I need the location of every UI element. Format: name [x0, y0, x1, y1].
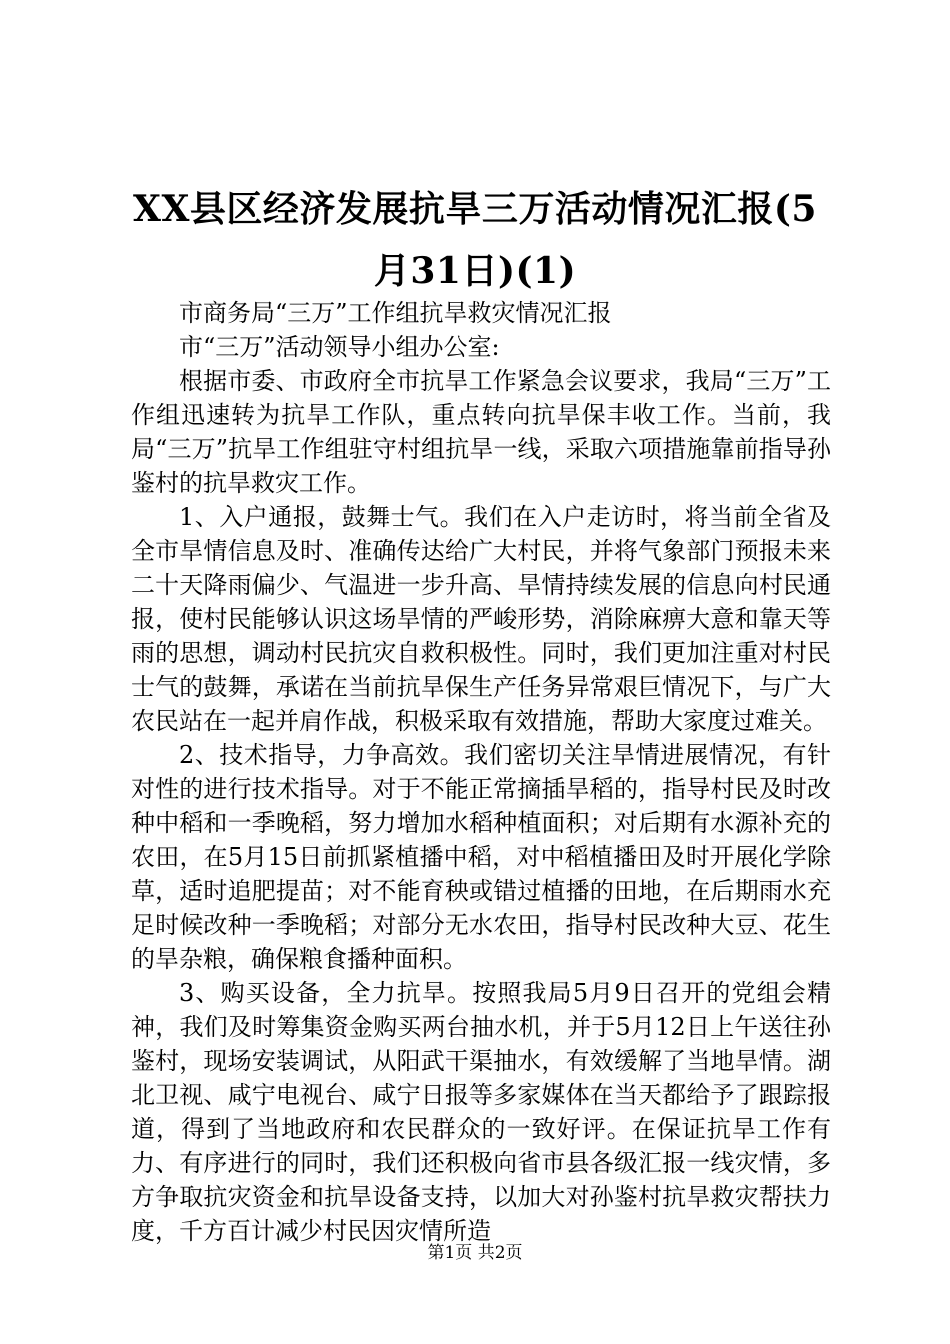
- intro-paragraph: 根据市委、市政府全市抗旱工作紧急会议要求，我局“三万”工作组迅速转为抗旱工作队，重点转向抗旱保丰收工作。当前，我局“三万”抗旱工作组驻守村组抗旱一线，采取六项措施靠前指导孙鉴村的抗旱救灾工作。: [131, 367, 831, 497]
- measure-paragraph-2: 2、技术指导，力争高效。我们密切关注旱情进展情况，有针对性的进行技术指导。对于不能正常摘插旱稻的，指导村民及时改种中稻和一季晚稻，努力增加水稻种植面积；对后期有水源补充的农田，在5月15日前抓紧植播中稻，对中稻植播田及时开展化学除草，适时追肥提苗；对不能育秧或错过植播的田地，在后期雨水充足时候改种一季晚稻；对部分无水农田，指导村民改种大豆、花生的旱杂粮，确保粮食播种面积。: [131, 741, 831, 973]
- document-title: XX县区经济发展抗旱三万活动情况汇报(5月31日)(1): [133, 188, 817, 292]
- measure-paragraph-3: 3、购买设备，全力抗旱。按照我局5月9日召开的党组会精神，我们及时筹集资金购买两台抽水机，并于5月12日上午送往孙鉴村，现场安装调试，从阳武干渠抽水，有效缓解了当地旱情。湖北卫视、咸宁电视台、咸宁日报等多家媒体在当天都给予了跟踪报道，得到了当地政府和农民群众的一致好评。在保证抗旱工作有力、有序进行的同时，我们还积极向省市县各级汇报一线灾情，多方争取抗灾资金和抗旱设备支持，以加大对孙鉴村抗旱救灾帮扶力度，千方百计减少村民因灾情所造: [131, 979, 831, 1245]
- measure-paragraph-1: 1、入户通报，鼓舞士气。我们在入户走访时，将当前全省及全市旱情信息及时、准确传达给广大村民，并将气象部门预报未来二十天降雨偏少、气温进一步升高、旱情持续发展的信息向村民通报，使村民能够认识这场旱情的严峻形势，消除麻痹大意和靠天等雨的思想，调动村民抗灾自救积极性。同时，我们更加注重对村民士气的鼓舞，承诺在当前抗旱保生产任务异常艰巨情况下，与广大农民站在一起并肩作战，积极采取有效措施，帮助大家度过难关。: [131, 503, 831, 735]
- report-heading-line: 市商务局“三万”工作组抗旱救灾情况汇报: [179, 299, 612, 327]
- recipient-line: 市“三万”活动领导小组办公室:: [179, 333, 500, 361]
- page-footer: 第1页 共2页: [427, 1243, 523, 1263]
- document-body: [131, 296, 831, 1248]
